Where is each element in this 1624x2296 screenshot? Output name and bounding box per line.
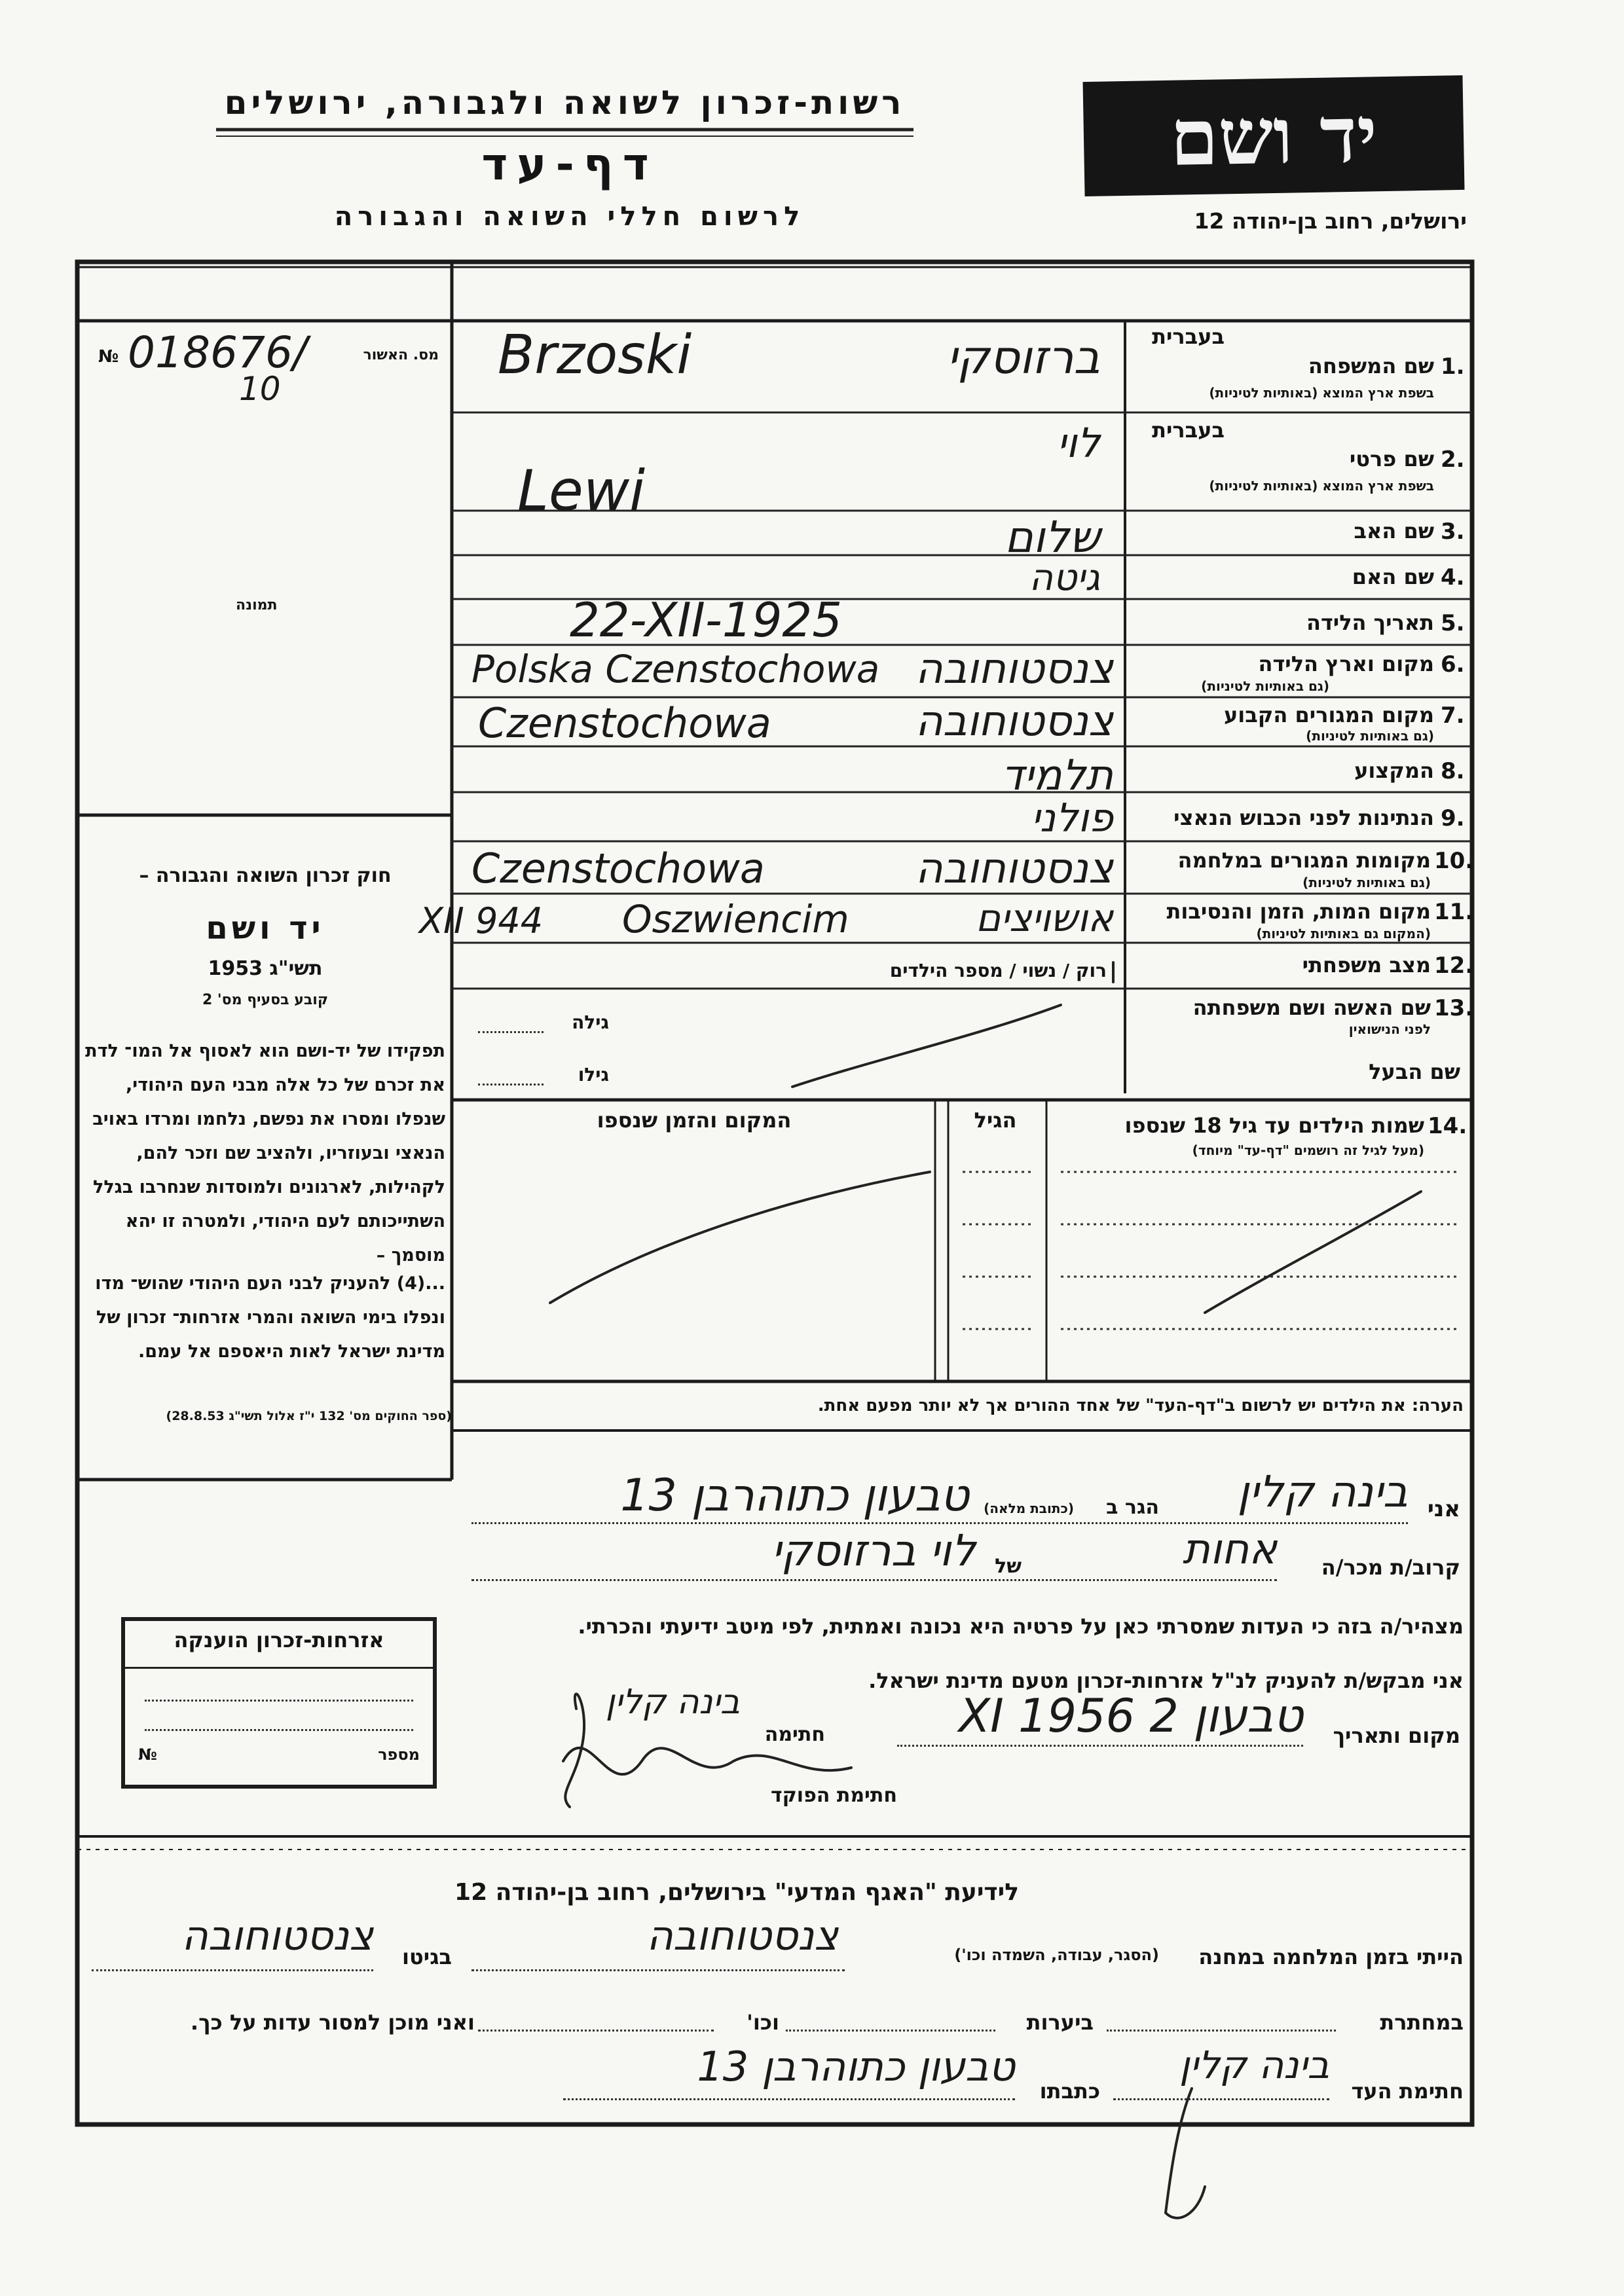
relation-label: קרוב/ת מכר/ה <box>1321 1555 1460 1580</box>
officer-signature-label: חתימת הפוקד <box>771 1784 897 1807</box>
field-8-num: 8. <box>1441 758 1465 784</box>
first-name-latin: Lewi <box>517 458 646 524</box>
field-11-label: מקום המות, הזמן והנסיבות <box>1166 899 1431 924</box>
citizenship-box-line-2 <box>145 1729 413 1731</box>
field-1-label: שם המשפחה <box>1308 354 1434 378</box>
declarant-i-label: אני <box>1427 1496 1460 1522</box>
witness-address-label: כתבתו <box>1039 2079 1100 2104</box>
children-place-header: המקום והזמן שנספו <box>597 1108 792 1133</box>
children-age-header: הגיל <box>974 1108 1017 1133</box>
profession-value: תלמיד <box>1001 752 1113 800</box>
place-date-label: מקום ותאריך <box>1333 1723 1460 1748</box>
witness-signature-line <box>1113 2098 1329 2100</box>
law-body: תפקידו של יד-ושם הוא לאסוף אל המו־ לדת את זכרם של כל אלה מבני העם היהודי, שנפלו ומסרו את נפשם, נלחמו ומרדו באויב הנאצי ובעוזריו, ולהציב שם וזכר להם, לקהילות, לארגונים ולמוסדות שנחרבו בגלל השתייכותם לעם היהודי, ולמטרה זו יהא מוסמך – <box>85 1041 445 1266</box>
law-reference: (ספר החוקים מס' 132 י"ז אלול תשי"ג 28.8.53) <box>166 1409 452 1423</box>
field-9-num: 9. <box>1441 805 1465 831</box>
camp-line-label: הייתי בזמן המלחמה במחנה <box>1198 1944 1464 1969</box>
field-3-label: שם האב <box>1354 519 1434 543</box>
ghetto-label: בגיטו <box>402 1944 452 1969</box>
field-11-hint: (המקום גם באותיות לטיניות) <box>1256 926 1431 941</box>
marital-status-options: רוק / נשוי / מספר הילדים <box>889 960 1107 981</box>
field-1-heb-tag: בעברית <box>1152 324 1225 349</box>
form-title: דף-עד <box>481 139 658 191</box>
relation-of-label: של <box>995 1555 1022 1578</box>
place-date-value: טבעון 2 XI 1956 <box>959 1689 1303 1743</box>
family-name-latin: Brzoski <box>498 324 692 386</box>
declarant-name: בינה קלין <box>1237 1467 1408 1517</box>
field-6-hint: (גם באותיות לטיניות) <box>1201 678 1329 694</box>
relation-value: אחות <box>1182 1525 1277 1574</box>
approval-label: מס. האשור <box>363 347 439 363</box>
field-8-label: המקצוע <box>1354 758 1434 783</box>
declarant-address: טבעון כתוהרבן 13 <box>620 1470 969 1522</box>
husband-name-label: שם הבעל <box>1369 1059 1460 1084</box>
underground-line <box>1107 2030 1336 2032</box>
approval-number-value: 018676/ <box>128 327 308 378</box>
forests-line <box>786 2030 995 2032</box>
underground-label: במחתרת <box>1380 2010 1464 2035</box>
field-2-label: שם פרטי <box>1349 446 1434 471</box>
field-13-label: שם האשה ושם משפחתה <box>1192 995 1431 1020</box>
field-14-label: שמות הילדים עד גיל 18 שנספו <box>1124 1113 1424 1138</box>
citizenship-box-symbol: № <box>138 1745 157 1764</box>
mother-name-value: גיטה <box>1029 556 1100 599</box>
field-10-hint: (גם באותיות לטיניות) <box>1302 875 1431 890</box>
witness-address-line <box>563 2098 1015 2100</box>
authority-name: רשות-זכרון לשואה ולגבורה, ירושלים <box>224 84 906 122</box>
address-hint: (כתובת מלאה) <box>984 1501 1074 1516</box>
residence-latin: Czenstochowa <box>478 699 771 747</box>
husband-age-line <box>478 1084 544 1085</box>
birthplace-latin: Polska Czenstochowa <box>471 647 880 691</box>
witness-signature-label: חתימת העד <box>1351 2079 1464 2104</box>
camp-value: צנסטוחובה <box>646 1912 838 1959</box>
field-2-hint: בשפת ארץ המוצא (באותיות לטיניות) <box>1209 478 1434 494</box>
field-4-num: 4. <box>1441 564 1465 591</box>
field-6-num: 6. <box>1441 651 1465 678</box>
relation-of-name: לוי ברזוסקי <box>771 1525 976 1576</box>
wife-age-label: גילה <box>572 1011 609 1033</box>
field-4-label: שם האם <box>1352 564 1434 589</box>
field-3-num: 3. <box>1441 519 1465 545</box>
death-date-value: XII 944 <box>419 900 544 941</box>
witness-signature: בינה קלין <box>1179 2043 1329 2087</box>
ghetto-line <box>92 1969 373 1971</box>
field-12-num: 12. <box>1434 953 1474 979</box>
birth-date-value: 22-XII-1925 <box>570 592 843 647</box>
family-name-hebrew: ברזוסקי <box>946 331 1100 384</box>
citizenship-request: אני מבקש/ת להעניק לנ"ל אזרחות-זכרון מטעם מדינת ישראל. <box>868 1668 1464 1693</box>
field-10-label: מקומות המגורים במלחמה <box>1177 848 1431 873</box>
ghetto-value: צנסטוחובה <box>181 1912 373 1959</box>
field-10-num: 10. <box>1434 848 1474 874</box>
testimony-ready: ואני מוכן למסור עדות על כך. <box>190 2010 475 2035</box>
law-title: חוק זכרון השואה והגבורה – <box>139 864 392 887</box>
camp-line <box>471 1969 845 1971</box>
institute-address: ירושלים, רחוב בן-יהודה 12 <box>1194 208 1467 234</box>
husband-age-label: גילו <box>578 1064 609 1085</box>
field-13-hint: לפני הנישואין <box>1348 1021 1431 1037</box>
law-name: יד ושם <box>206 910 325 947</box>
field-13-num: 13. <box>1434 995 1474 1021</box>
wartime-residence-latin: Czenstochowa <box>471 845 765 892</box>
signature-label: חתימה <box>764 1723 825 1746</box>
field-9-label: הנתינות לפני הכבוש הנאצי <box>1173 805 1434 830</box>
law-year: תשי"ג 1953 <box>208 957 323 980</box>
field-7-label: מקום המגורים הקבוע <box>1223 702 1434 727</box>
field-5-label: תאריך הלידה <box>1306 610 1434 635</box>
field-6-label: מקום וארץ הלידה <box>1258 651 1434 676</box>
field-7-num: 7. <box>1441 702 1465 729</box>
photo-label: תמונה <box>236 597 278 613</box>
relation-line <box>471 1579 1277 1581</box>
field-12-label: מצב משפחתי <box>1302 953 1431 977</box>
number-symbol: № <box>98 347 119 367</box>
death-place-hebrew: אושויצים <box>975 896 1113 940</box>
citizenship-box-line-1 <box>145 1700 413 1702</box>
citizenship-box-rule <box>125 1667 433 1669</box>
death-place-latin: Oszwiencim <box>622 897 849 941</box>
field-7-hint: (גם באותיות לטיניות) <box>1306 728 1434 744</box>
form-subtitle: לרשום חללי השואה והגבורה <box>334 202 805 232</box>
citizenship-box-title: אזרחות-זכרון הוענקה <box>174 1628 384 1652</box>
field-1-hint: בשפת ארץ המוצא (באותיות לטיניות) <box>1209 385 1434 401</box>
field-14-hint: (מעל לגיל זה רושמים "דף-עד" מיוחד) <box>1192 1142 1424 1158</box>
field-2-num: 2. <box>1441 446 1465 473</box>
field-5-num: 5. <box>1441 610 1465 636</box>
field-14-num: 14. <box>1428 1113 1467 1139</box>
father-name-value: שלום <box>1004 512 1100 562</box>
place-date-line <box>897 1745 1303 1747</box>
declaration-statement: מצהיר/ה בזה כי העדות שמסרתי כאן על פרטיה היא נכונה ואמתית, לפי מיטב ידיעתי והכרתי. <box>578 1614 1464 1639</box>
declarant-lives-label: הגר ב <box>1106 1496 1159 1519</box>
forests-label: ביערות <box>1026 2010 1094 2035</box>
field-2-heb-tag: בעברית <box>1152 418 1225 443</box>
witness-address-value: טבעון כתוהרבן 13 <box>697 2043 1015 2090</box>
approval-number-area <box>98 327 445 412</box>
camp-line-hint: (הסגר, עבודה, השמדה וכו') <box>954 1946 1159 1964</box>
yad-vashem-logo: יד ושם <box>1083 75 1465 196</box>
address-line <box>471 1522 1408 1524</box>
scientific-dept-title: לידיעת "האגף המדעי" בירושלים, רחוב בן-יהודה 12 <box>454 1879 1019 1906</box>
birthplace-hebrew: צנסטוחובה <box>915 645 1113 693</box>
declarant-signature: בינה קלין <box>605 1683 740 1722</box>
citizenship-box-number-label: מספר <box>378 1745 420 1764</box>
field-1-num: 1. <box>1441 354 1465 380</box>
citizenship-granted-box <box>121 1617 437 1789</box>
wartime-residence-hebrew: צנסטוחובה <box>915 845 1113 893</box>
first-name-hebrew: לוי <box>1057 419 1100 467</box>
law-clause: קובע בסעיף מס' 2 <box>202 992 329 1008</box>
citizenship-value: פולני <box>1031 795 1113 841</box>
field-11-num: 11. <box>1434 899 1474 925</box>
residence-hebrew: צנסטוחובה <box>915 697 1113 746</box>
etc-line <box>478 2030 714 2032</box>
wife-age-line <box>478 1031 544 1033</box>
law-body-clause-4: ...(4) להעניק לבני העם היהודי שהוש־ מדו ונפלו בימי השואה והמרי אזרחות־ זכרון של מדינת ישראל לאות היאספם אל עמם. <box>95 1273 445 1362</box>
etc-label: וכו' <box>747 2010 779 2035</box>
registration-note: הערה: את הילדים יש לרשום ב"דף-העד" של אחד ההורים אך לא יותר מפעם אחת. <box>817 1396 1464 1415</box>
approval-number-suffix: 10 <box>239 370 281 408</box>
